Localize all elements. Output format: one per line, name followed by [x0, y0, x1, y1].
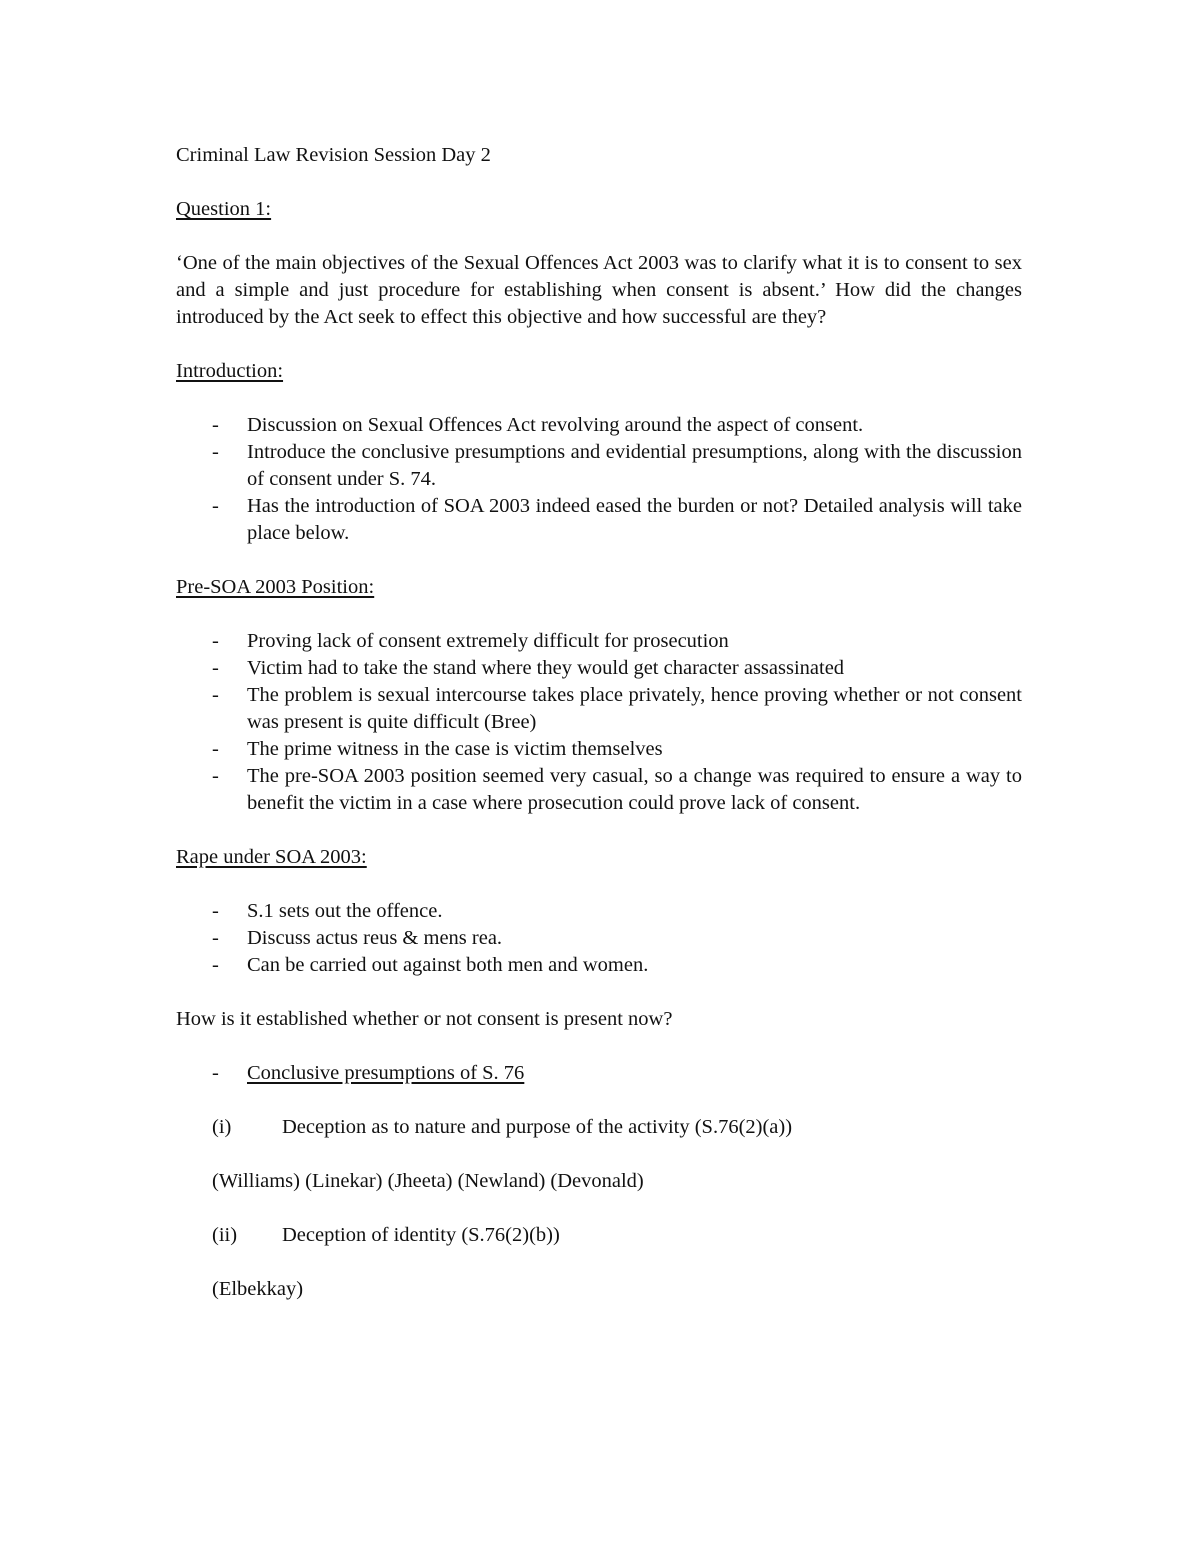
list-item: - Discussion on Sexual Offences Act revolving around the aspect of consent. — [176, 412, 1022, 439]
question-heading: Question 1: — [176, 198, 272, 220]
point-number: (ii) — [212, 1224, 238, 1246]
pre-soa-heading: Pre-SOA 2003 Position: — [176, 576, 375, 598]
list-item: - Proving lack of consent extremely difficult for prosecution — [176, 628, 1022, 655]
list-item: - Discuss actus reus & mens rea. — [176, 925, 1022, 952]
dash-marker: - — [212, 738, 219, 760]
question-text: ‘One of the main objectives of the Sexual Offences Act 2003 was to clarify what it is to consent to sex and a simple and just procedure for establishing when consent is absent.’ How did the changes introduced by the Act seek to effect this objective and how successful are they? — [176, 252, 1022, 328]
introduction-list — [176, 412, 1022, 547]
consent-question: How is it established whether or not consent is present now? — [176, 1008, 673, 1030]
dash-marker: - — [212, 414, 219, 436]
point-text: Deception of identity (S.76(2)(b)) — [282, 1224, 560, 1246]
conclusive-list — [176, 1060, 1022, 1087]
list-item: - Introduce the conclusive presumptions and evidential presumptions, along with the discussion of consent under S. 74. — [212, 441, 1022, 490]
dash-marker: - — [212, 900, 219, 922]
case-list: (Williams) (Linekar) (Jheeta) (Newland) (Devonald) — [212, 1170, 644, 1192]
point-ii — [212, 1222, 1022, 1249]
dash-marker: - — [212, 495, 219, 517]
dash-marker: - — [212, 927, 219, 949]
list-item: - Victim had to take the stand where they would get character assassinated — [176, 655, 1022, 682]
list-item: - Has the introduction of SOA 2003 indeed eased the burden or not? Detailed analysis will take place below. — [212, 495, 1022, 544]
list-item: - Can be carried out against both men and women. — [176, 952, 1022, 979]
case-list: (Elbekkay) — [212, 1278, 304, 1300]
rape-list — [176, 898, 1022, 979]
point-number: (i) — [212, 1116, 232, 1138]
dash-marker: - — [212, 765, 219, 787]
list-item: - The prime witness in the case is victim themselves — [176, 736, 1022, 763]
dash-marker: - — [212, 657, 219, 679]
list-item: - The pre-SOA 2003 position seemed very casual, so a change was required to ensure a way to benefit the victim in a case where prosecution could prove lack of consent. — [212, 765, 1022, 814]
introduction-heading: Introduction: — [176, 360, 284, 382]
dash-marker: - — [212, 1062, 219, 1084]
list-item — [176, 1060, 1022, 1087]
document-title: Criminal Law Revision Session Day 2 — [176, 144, 491, 166]
point-i — [212, 1114, 1022, 1141]
rape-heading: Rape under SOA 2003: — [176, 846, 367, 868]
point-text: Deception as to nature and purpose of the activity (S.76(2)(a)) — [282, 1116, 793, 1138]
list-item: - The problem is sexual intercourse takes place privately, hence proving whether or not consent was present is quite difficult (Bree) — [212, 684, 1022, 733]
dash-marker: - — [212, 441, 219, 463]
dash-marker: - — [212, 684, 219, 706]
pre-soa-list — [176, 628, 1022, 817]
conclusive-subheading: Conclusive presumptions of S. 76 — [247, 1062, 525, 1084]
list-item: - S.1 sets out the offence. — [176, 898, 1022, 925]
document-page — [176, 142, 1022, 1330]
dash-marker: - — [212, 630, 219, 652]
dash-marker: - — [212, 954, 219, 976]
